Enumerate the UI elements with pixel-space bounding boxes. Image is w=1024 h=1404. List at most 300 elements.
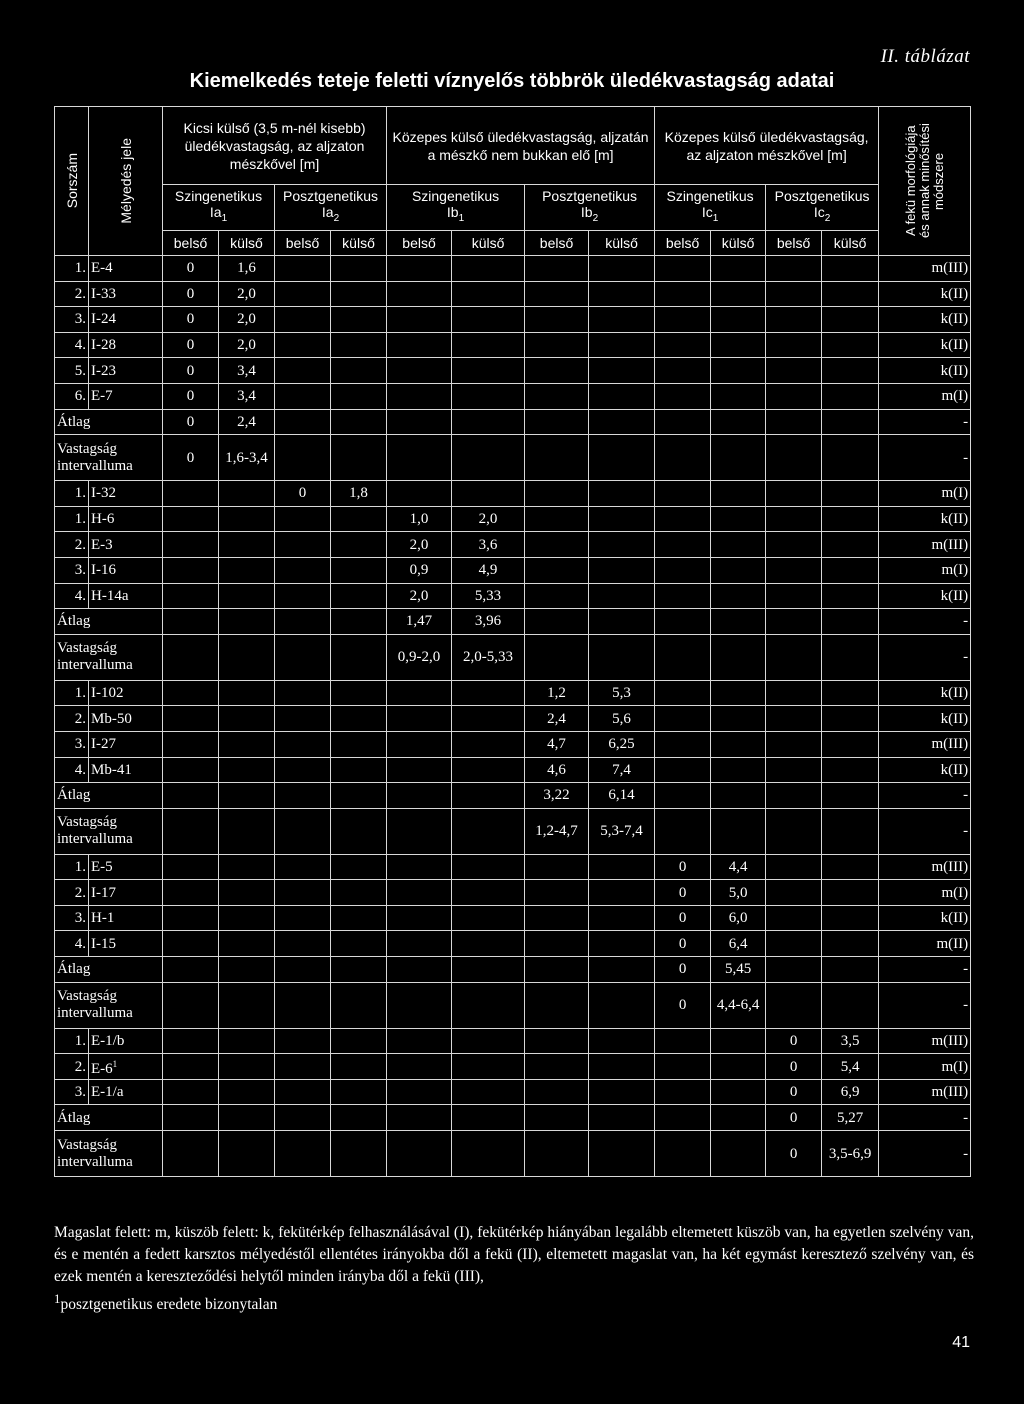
cell-outer xyxy=(589,307,655,333)
morphology-code: m(III) xyxy=(879,532,971,558)
table-row xyxy=(55,757,971,783)
cell-inner: 0 xyxy=(163,281,219,307)
cell-outer xyxy=(331,1131,387,1177)
cell-inner xyxy=(163,757,219,783)
row-number: 3. xyxy=(55,731,89,757)
cell-outer xyxy=(452,383,525,409)
cell-inner xyxy=(275,307,331,333)
header-outer: külső xyxy=(711,231,766,256)
cell-outer xyxy=(711,307,766,333)
cell-outer xyxy=(219,783,275,809)
cell-outer xyxy=(711,557,766,583)
cell-outer xyxy=(822,383,879,409)
cell-outer xyxy=(219,982,275,1028)
cell-outer xyxy=(331,409,387,435)
cell-inner: 0 xyxy=(766,1131,822,1177)
cell-outer xyxy=(452,905,525,931)
cell-outer xyxy=(589,1105,655,1131)
cell-inner xyxy=(163,854,219,880)
cell-inner: 0 xyxy=(163,358,219,384)
cell-outer: 5,3-7,4 xyxy=(589,808,655,854)
depression-id: E-5 xyxy=(89,854,163,880)
morphology-code: - xyxy=(879,783,971,809)
cell-outer xyxy=(711,634,766,680)
cell-outer xyxy=(219,557,275,583)
cell-outer: 3,96 xyxy=(452,609,525,635)
cell-outer xyxy=(331,706,387,732)
cell-inner xyxy=(275,634,331,680)
cell-inner xyxy=(655,481,711,507)
cell-inner xyxy=(275,808,331,854)
cell-inner xyxy=(387,435,452,481)
cell-inner xyxy=(525,557,589,583)
cell-inner xyxy=(163,481,219,507)
range-label: Vastagság intervalluma xyxy=(55,435,163,481)
header-subgroup xyxy=(275,185,387,231)
depression-id: I-102 xyxy=(89,680,163,706)
cell-outer: 2,0 xyxy=(219,281,275,307)
cell-inner xyxy=(525,383,589,409)
morphology-code: k(II) xyxy=(879,583,971,609)
row-number: 4. xyxy=(55,332,89,358)
cell-inner xyxy=(766,880,822,906)
average-label: Átlag xyxy=(55,1105,163,1131)
average-row xyxy=(55,957,971,983)
cell-inner xyxy=(275,757,331,783)
cell-inner xyxy=(387,1105,452,1131)
cell-outer xyxy=(219,808,275,854)
cell-outer xyxy=(711,383,766,409)
cell-outer xyxy=(589,931,655,957)
cell-outer xyxy=(711,808,766,854)
cell-outer xyxy=(589,281,655,307)
cell-inner xyxy=(766,281,822,307)
cell-inner xyxy=(387,358,452,384)
cell-outer xyxy=(219,854,275,880)
row-number: 1. xyxy=(55,1028,89,1054)
cell-outer: 6,14 xyxy=(589,783,655,809)
cell-outer xyxy=(452,706,525,732)
morphology-code: k(II) xyxy=(879,706,971,732)
cell-outer xyxy=(589,854,655,880)
cell-inner xyxy=(275,783,331,809)
subgroup-name: Szingenetikus xyxy=(411,188,500,205)
cell-outer xyxy=(219,506,275,532)
cell-inner xyxy=(766,905,822,931)
cell-inner xyxy=(766,256,822,282)
cell-inner: 0 xyxy=(655,880,711,906)
range-row xyxy=(55,1131,971,1177)
cell-inner xyxy=(163,1131,219,1177)
cell-inner xyxy=(163,506,219,532)
morphology-code: - xyxy=(879,1131,971,1177)
depression-id: $E-6^1$ xyxy=(89,1054,163,1080)
cell-outer: 4,4-6,4 xyxy=(711,982,766,1028)
cell-outer xyxy=(822,931,879,957)
cell-outer: 1,8 xyxy=(331,481,387,507)
cell-outer xyxy=(219,481,275,507)
cell-inner xyxy=(525,982,589,1028)
cell-inner xyxy=(655,1131,711,1177)
row-number: 3. xyxy=(55,557,89,583)
cell-inner xyxy=(655,731,711,757)
cell-inner xyxy=(275,532,331,558)
cell-inner xyxy=(525,854,589,880)
cell-outer xyxy=(589,609,655,635)
cell-outer xyxy=(822,957,879,983)
cell-outer: 1,6-3,4 xyxy=(219,435,275,481)
row-number: 2. xyxy=(55,532,89,558)
average-label: Átlag xyxy=(55,409,163,435)
morphology-code: - xyxy=(879,609,971,635)
subgroup-name: Posztgenetikus xyxy=(283,188,378,205)
row-number: 2. xyxy=(55,281,89,307)
cell-outer xyxy=(331,435,387,481)
cell-inner xyxy=(275,854,331,880)
morphology-code: k(II) xyxy=(879,358,971,384)
cell-inner xyxy=(655,435,711,481)
average-row xyxy=(55,409,971,435)
cell-inner: 2,4 xyxy=(525,706,589,732)
cell-inner xyxy=(766,383,822,409)
cell-outer xyxy=(219,880,275,906)
cell-inner xyxy=(766,808,822,854)
range-label: Vastagság intervalluma xyxy=(55,634,163,680)
cell-outer xyxy=(331,557,387,583)
header-outer: külső xyxy=(452,231,525,256)
cell-outer xyxy=(452,256,525,282)
cell-inner xyxy=(387,481,452,507)
table-row xyxy=(55,905,971,931)
cell-outer: 3,4 xyxy=(219,358,275,384)
cell-outer xyxy=(822,757,879,783)
cell-inner xyxy=(766,982,822,1028)
cell-outer xyxy=(452,1105,525,1131)
cell-inner xyxy=(655,409,711,435)
cell-inner xyxy=(163,680,219,706)
cell-inner xyxy=(387,332,452,358)
cell-outer xyxy=(589,506,655,532)
depression-id: E-1/b xyxy=(89,1028,163,1054)
cell-inner xyxy=(163,634,219,680)
cell-outer xyxy=(711,358,766,384)
morphology-code: m(I) xyxy=(879,481,971,507)
cell-outer xyxy=(822,783,879,809)
table-row xyxy=(55,332,971,358)
cell-inner xyxy=(275,706,331,732)
cell-inner xyxy=(163,609,219,635)
cell-outer xyxy=(331,854,387,880)
cell-outer xyxy=(331,1054,387,1080)
cell-outer xyxy=(219,931,275,957)
cell-outer xyxy=(219,957,275,983)
header-morphology: A fekü morfológiája és annak minősítési módszere xyxy=(879,107,971,256)
cell-outer xyxy=(331,307,387,333)
cell-outer xyxy=(589,1079,655,1105)
header-inner: belső xyxy=(387,231,452,256)
cell-inner xyxy=(163,1028,219,1054)
footnote-second: posztgenetikus eredete bizonytalan xyxy=(60,1296,278,1314)
cell-outer xyxy=(331,757,387,783)
depression-id: I-27 xyxy=(89,731,163,757)
cell-inner xyxy=(275,281,331,307)
morphology-code: k(II) xyxy=(879,332,971,358)
cell-inner xyxy=(163,905,219,931)
cell-outer xyxy=(822,905,879,931)
cell-outer xyxy=(822,532,879,558)
cell-outer xyxy=(589,1131,655,1177)
cell-inner xyxy=(525,1105,589,1131)
table-row xyxy=(55,281,971,307)
table-row xyxy=(55,557,971,583)
table-row xyxy=(55,931,971,957)
depression-id: E-3 xyxy=(89,532,163,558)
cell-inner xyxy=(525,1054,589,1080)
morphology-code: - xyxy=(879,808,971,854)
cell-inner xyxy=(387,931,452,957)
morphology-code: m(I) xyxy=(879,383,971,409)
depression-id: Mb-50 xyxy=(89,706,163,732)
table-row xyxy=(55,880,971,906)
cell-outer: 6,4 xyxy=(711,931,766,957)
cell-inner xyxy=(525,609,589,635)
cell-inner xyxy=(766,506,822,532)
cell-outer xyxy=(711,680,766,706)
row-number: 1. xyxy=(55,680,89,706)
subgroup-code: $Ib_1$ xyxy=(446,204,465,224)
depression-id: Mb-41 xyxy=(89,757,163,783)
cell-outer xyxy=(219,1105,275,1131)
subgroup-name: Posztgenetikus xyxy=(774,188,870,205)
cell-inner xyxy=(275,383,331,409)
cell-outer xyxy=(452,281,525,307)
cell-inner xyxy=(766,557,822,583)
cell-outer: 1,6 xyxy=(219,256,275,282)
cell-outer xyxy=(331,931,387,957)
morphology-code: - xyxy=(879,409,971,435)
cell-inner xyxy=(525,281,589,307)
cell-inner xyxy=(275,1054,331,1080)
cell-inner: 0 xyxy=(163,383,219,409)
cell-inner xyxy=(275,256,331,282)
cell-outer xyxy=(589,634,655,680)
cell-inner xyxy=(525,880,589,906)
cell-outer: 2,0-5,33 xyxy=(452,634,525,680)
depression-id: I-32 xyxy=(89,481,163,507)
cell-outer xyxy=(822,609,879,635)
cell-outer xyxy=(822,332,879,358)
table-row xyxy=(55,307,971,333)
cell-outer: 6,0 xyxy=(711,905,766,931)
depression-id: I-24 xyxy=(89,307,163,333)
depression-id: I-17 xyxy=(89,880,163,906)
cell-outer xyxy=(822,358,879,384)
cell-inner: 0 xyxy=(163,332,219,358)
table-row xyxy=(55,731,971,757)
row-number: 2. xyxy=(55,1054,89,1080)
row-number: 5. xyxy=(55,358,89,384)
row-number: 6. xyxy=(55,383,89,409)
cell-outer xyxy=(219,731,275,757)
header-outer: külső xyxy=(331,231,387,256)
row-number: 2. xyxy=(55,706,89,732)
cell-inner xyxy=(387,1131,452,1177)
cell-inner xyxy=(655,1028,711,1054)
cell-inner xyxy=(163,557,219,583)
cell-outer xyxy=(331,256,387,282)
cell-inner xyxy=(525,957,589,983)
cell-inner xyxy=(163,583,219,609)
cell-inner xyxy=(275,435,331,481)
cell-inner xyxy=(387,783,452,809)
cell-outer xyxy=(589,332,655,358)
cell-outer: 5,6 xyxy=(589,706,655,732)
average-row xyxy=(55,783,971,809)
cell-inner xyxy=(275,557,331,583)
cell-outer xyxy=(452,481,525,507)
page-number: 41 xyxy=(952,1334,970,1351)
cell-inner xyxy=(655,532,711,558)
subgroup-code: $Ic_2$ xyxy=(813,204,831,224)
cell-inner xyxy=(766,731,822,757)
cell-inner xyxy=(163,982,219,1028)
cell-inner xyxy=(275,609,331,635)
header-sorszam: Sorszám xyxy=(55,107,89,256)
morphology-code: k(II) xyxy=(879,757,971,783)
row-number: 1. xyxy=(55,506,89,532)
cell-inner xyxy=(387,706,452,732)
range-row xyxy=(55,808,971,854)
cell-inner xyxy=(525,307,589,333)
row-number: 4. xyxy=(55,931,89,957)
cell-inner xyxy=(766,435,822,481)
header-group-medium-no-limestone: Közepes külső üledékvastagság, aljzatán a mészkő nem bukkan elő [m] xyxy=(387,107,655,185)
range-row xyxy=(55,634,971,680)
data-table xyxy=(54,106,971,1177)
row-number: 1. xyxy=(55,256,89,282)
cell-outer xyxy=(331,905,387,931)
header-inner: belső xyxy=(163,231,219,256)
cell-outer xyxy=(219,1028,275,1054)
range-label: Vastagság intervalluma xyxy=(55,808,163,854)
cell-outer xyxy=(219,634,275,680)
cell-inner xyxy=(655,256,711,282)
cell-inner xyxy=(387,307,452,333)
cell-outer: 4,4 xyxy=(711,854,766,880)
cell-inner xyxy=(766,307,822,333)
cell-inner xyxy=(766,634,822,680)
subgroup-name: Posztgenetikus xyxy=(542,188,638,205)
cell-inner: 0 xyxy=(163,409,219,435)
cell-inner: 0 xyxy=(275,481,331,507)
cell-outer xyxy=(331,634,387,680)
cell-inner xyxy=(163,706,219,732)
cell-outer xyxy=(589,532,655,558)
cell-inner xyxy=(525,256,589,282)
cell-outer xyxy=(711,435,766,481)
cell-outer xyxy=(452,1028,525,1054)
header-subgroup xyxy=(655,185,766,231)
cell-inner xyxy=(163,880,219,906)
cell-outer: 6,25 xyxy=(589,731,655,757)
row-number: 3. xyxy=(55,1079,89,1105)
cell-inner xyxy=(655,706,711,732)
average-row xyxy=(55,1105,971,1131)
table-row xyxy=(55,358,971,384)
cell-outer xyxy=(331,506,387,532)
cell-outer xyxy=(822,982,879,1028)
cell-outer xyxy=(711,532,766,558)
cell-inner xyxy=(655,583,711,609)
cell-outer xyxy=(331,808,387,854)
cell-inner xyxy=(655,557,711,583)
cell-outer xyxy=(452,307,525,333)
header-inner: belső xyxy=(766,231,822,256)
cell-outer xyxy=(822,808,879,854)
cell-outer xyxy=(822,256,879,282)
header-group-medium-limestone: Közepes külső üledékvastagság, az aljzaton mészkővel [m] xyxy=(655,107,879,185)
cell-inner xyxy=(387,905,452,931)
cell-outer xyxy=(219,757,275,783)
table-title: Kiemelkedés teteje feletti víznyelős többrök üledékvastagság adatai xyxy=(189,70,835,92)
cell-inner xyxy=(163,931,219,957)
cell-outer xyxy=(711,332,766,358)
cell-outer xyxy=(711,1105,766,1131)
cell-inner: 1,2 xyxy=(525,680,589,706)
morphology-code: k(II) xyxy=(879,307,971,333)
cell-outer xyxy=(452,783,525,809)
cell-inner xyxy=(275,1105,331,1131)
cell-inner xyxy=(655,1105,711,1131)
cell-outer xyxy=(331,731,387,757)
cell-inner xyxy=(163,1079,219,1105)
row-number: 1. xyxy=(55,481,89,507)
morphology-code: - xyxy=(879,634,971,680)
table-row xyxy=(55,583,971,609)
cell-inner xyxy=(655,757,711,783)
cell-outer: 3,6 xyxy=(452,532,525,558)
cell-inner xyxy=(163,1054,219,1080)
range-label: Vastagság intervalluma xyxy=(55,982,163,1028)
table-row xyxy=(55,1054,971,1080)
table-row xyxy=(55,532,971,558)
cell-outer xyxy=(452,680,525,706)
cell-inner xyxy=(387,957,452,983)
morphology-code: k(II) xyxy=(879,680,971,706)
morphology-code: m(I) xyxy=(879,557,971,583)
cell-inner: 0,9-2,0 xyxy=(387,634,452,680)
cell-outer xyxy=(711,256,766,282)
cell-outer xyxy=(331,880,387,906)
cell-outer: 5,27 xyxy=(822,1105,879,1131)
cell-inner xyxy=(275,332,331,358)
cell-outer xyxy=(711,583,766,609)
cell-outer xyxy=(589,982,655,1028)
cell-outer xyxy=(452,757,525,783)
row-number: 3. xyxy=(55,307,89,333)
cell-outer xyxy=(822,307,879,333)
average-row xyxy=(55,609,971,635)
cell-outer xyxy=(331,609,387,635)
depression-id: I-28 xyxy=(89,332,163,358)
cell-inner xyxy=(766,358,822,384)
cell-inner: 2,0 xyxy=(387,532,452,558)
morphology-code: m(III) xyxy=(879,854,971,880)
cell-outer xyxy=(822,481,879,507)
cell-outer xyxy=(822,634,879,680)
table-row xyxy=(55,506,971,532)
cell-outer xyxy=(219,583,275,609)
